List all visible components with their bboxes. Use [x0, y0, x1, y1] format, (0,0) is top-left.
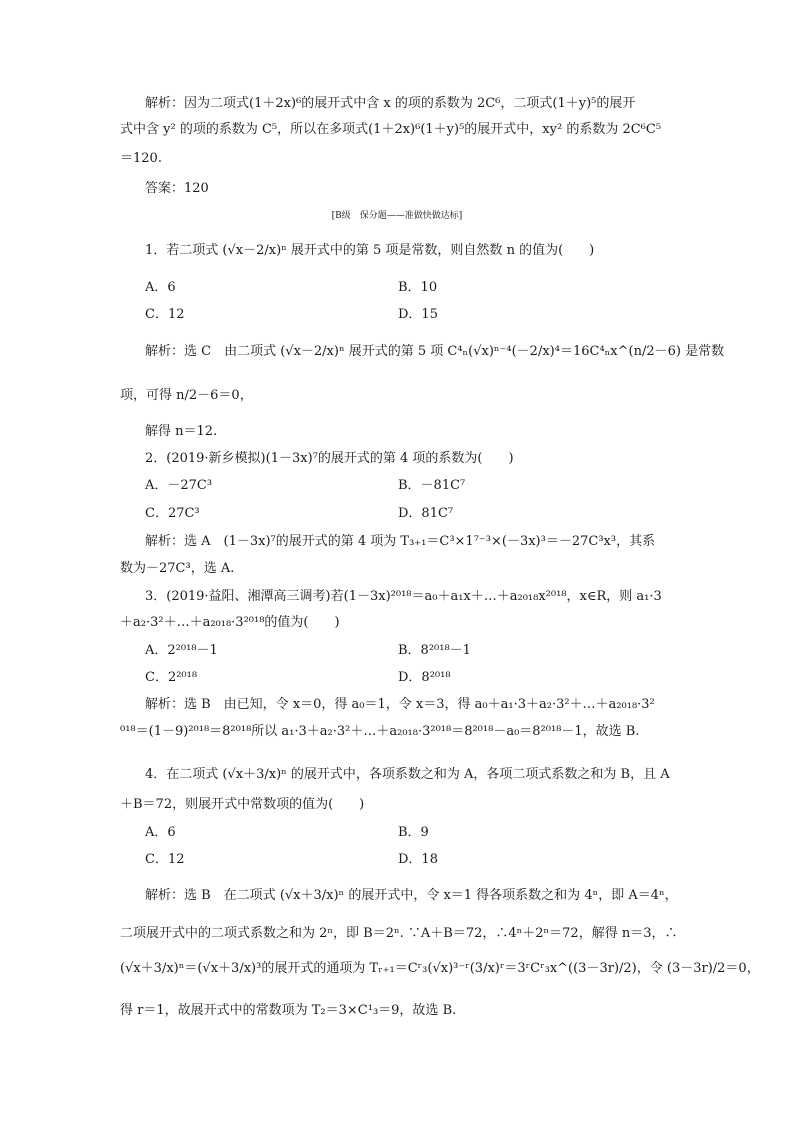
q3-stem-2: ＋a₂·3²＋…＋a₂₀₁₈·3²⁰¹⁸的值为( ) [120, 615, 340, 630]
q1-option-d: D．15 [398, 307, 438, 322]
q4-solution-1: 解析：选 B 在二项式 (√x＋3/x)ⁿ 的展开式中，令 x＝1 得各项系数之和为 4ⁿ，即 A＝4ⁿ， [145, 888, 678, 903]
q1-option-b: B．10 [398, 280, 438, 295]
intro-line-3: ＝120. [120, 151, 162, 166]
q3-option-c: C．2²⁰¹⁸ [145, 670, 198, 685]
q2-stem: 2．(2019·新乡模拟)(1－3x)⁷的展开式的第 4 项的系数为( ) [145, 451, 514, 466]
q1-option-c: C．12 [145, 307, 185, 322]
q2-option-c: C．27C³ [145, 506, 200, 521]
q2-option-d: D．81C⁷ [398, 506, 454, 521]
q3-stem-1: 3．(2019·益阳、湘潭高三调考)若(1－3x)²⁰¹⁸＝a₀＋a₁x＋…＋a₂₀₁₈x²⁰¹⁸，x∈R，则 a₁·3 [145, 589, 662, 604]
q3-solution-2: ⁰¹⁸＝(1－9)²⁰¹⁸＝8²⁰¹⁸所以 a₁·3＋a₂·3²＋…＋a₂₀₁₈·3²⁰¹⁸＝8²⁰¹⁸－a₀＝8²⁰¹⁸－1，故选 B. [120, 724, 640, 739]
intro-line-2: 式中含 y² 的项的系数为 C⁵，所以在多项式(1＋2x)⁶(1＋y)⁵的展开式中，xy² 的系数为 2C⁶C⁵ [120, 122, 662, 137]
q2-option-a: A．－27C³ [145, 478, 213, 493]
q4-stem-1: 4．在二项式 (√x＋3/x)ⁿ 的展开式中，各项系数之和为 A，各项二项式系数之和为 B，且 A [145, 767, 670, 782]
q3-option-b: B．8²⁰¹⁸－1 [398, 643, 471, 658]
q4-option-b: B．9 [398, 825, 429, 840]
q1-solution-1: 解析：选 C 由二项式 (√x－2/x)ⁿ 展开式的第 5 项 C⁴ₙ(√x)ⁿ⁻⁴(－2/x)⁴＝16C⁴ₙx^(n/2－6) 是常数 [145, 344, 725, 359]
q1-option-a: A．6 [145, 280, 176, 295]
q1-solution-3: 解得 n＝12. [145, 424, 218, 439]
q3-option-d: D．8²⁰¹⁸ [398, 670, 451, 685]
q4-option-d: D．18 [398, 852, 438, 867]
q3-solution-1: 解析：选 B 由已知，令 x＝0，得 a₀＝1，令 x＝3，得 a₀＋a₁·3＋a₂·3²＋…＋a₂₀₁₈·3² [145, 697, 655, 712]
q1-stem: 1．若二项式 (√x－2/x)ⁿ 展开式中的第 5 项是常数，则自然数 n 的值为( ) [145, 243, 595, 258]
q2-solution-2: 数为－27C³，选 A. [120, 561, 235, 576]
q2-option-b: B．－81C⁷ [398, 478, 466, 493]
q2-solution-1: 解析：选 A (1－3x)⁷的展开式的第 4 项为 T₃₊₁＝C³×1⁷⁻³×(－3x)³＝－27C³x³，其系 [145, 534, 656, 549]
q4-solution-3: (√x＋3/x)ⁿ＝(√x＋3/x)³的展开式的通项为 Tᵣ₊₁＝Cʳ₃(√x)³⁻ʳ(3/x)ʳ＝3ʳCʳ₃x^((3－3r)/2)，令 (3－3r)/2＝0， [120, 961, 760, 976]
intro-line-1: 解析：因为二项式(1＋2x)⁶的展开式中含 x 的项的系数为 2C⁶，二项式(1＋y)⁵的展开 [145, 96, 636, 111]
q4-solution-2: 二项展开式中的二项式系数之和为 2ⁿ，即 B＝2ⁿ. ∵A＋B＝72，∴4ⁿ＋2ⁿ＝72，解得 n＝3，∴ [120, 926, 678, 941]
q4-option-c: C．12 [145, 852, 185, 867]
section-title: [B级 保分题——准做快做达标] [331, 211, 463, 221]
q1-solution-2: 项，可得 n/2－6＝0， [120, 388, 253, 403]
intro-answer: 答案：120 [145, 181, 209, 196]
q3-option-a: A．2²⁰¹⁸－1 [145, 643, 218, 658]
q4-solution-4: 得 r＝1，故展开式中的常数项为 T₂＝3×C¹₃＝9，故选 B. [120, 1003, 457, 1018]
q4-stem-2: ＋B＝72，则展开式中常数项的值为( ) [120, 797, 365, 812]
q4-option-a: A．6 [145, 825, 176, 840]
